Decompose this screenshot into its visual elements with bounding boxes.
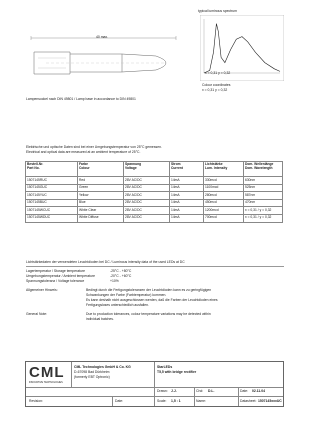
cell-current: 14mA (170, 207, 204, 215)
cell-part-no: 1507145WCUC (26, 207, 78, 215)
spec-voltage-tol-value: +10% (110, 279, 119, 283)
company-logo (29, 365, 69, 385)
cell-current: 14mA (170, 177, 204, 185)
cell-wavelength: x = 0,31 / y = 0,32 (244, 214, 283, 222)
cell-colour: Red (78, 177, 124, 185)
lamp-base-note: Lampensockel nach DIN 49801 / Lamp base in accordance to DIN 49801 (26, 97, 136, 101)
cell-colour: White Clear (78, 207, 124, 215)
logo-subtitle: INNOVATIVE TECHNOLOGIES (29, 381, 63, 384)
cell-colour: Blue (78, 199, 124, 207)
luminous-note: Lichtstärkedaten der verwendeten Leuchtdioden bei DC / Luminous intensity data of the used LEDs at DC (26, 260, 185, 264)
cell-colour: Green (78, 184, 124, 192)
spec-ambient-value: -20°C - +60°C (110, 274, 132, 278)
cell-voltage: 28V AC/DC (124, 199, 170, 207)
header-voltage: Spannung Voltage (124, 162, 170, 177)
cell-voltage: 28V AC/DC (124, 214, 170, 222)
lamp-drawing (26, 34, 196, 94)
cell-intensity: 450mcd (204, 199, 244, 207)
remark-de-line: Bedingt durch die Fertigungstoleranzen der Leuchtdioden kann es zu geringfügigen (86, 288, 212, 292)
datasheet-value: 1507145xxxUC (258, 399, 282, 403)
cell-intensity: 1200mcd (204, 207, 244, 215)
scale-value: 1,5 : 1 (171, 399, 181, 403)
remark-de-line: Fertigungsloses unterschiedlich ausfallen. (86, 303, 149, 307)
date-value: 02.11.04 (252, 389, 266, 393)
drawn-label: Drawn: (157, 389, 168, 393)
company-name: CML Technologies GmbH & Co. KG (74, 365, 131, 369)
cell-part-no: 1507145WDUC (26, 214, 78, 222)
cell-current: 14mA (170, 184, 204, 192)
cell-voltage: 28V AC/DC (124, 207, 170, 215)
cell-colour: White Diffuse (78, 214, 124, 222)
spec-storage-value: -25°C - +80°C (110, 269, 132, 273)
cell-voltage: 28V AC/DC (124, 184, 170, 192)
table-row (26, 184, 283, 192)
cell-intensity: 280mcd (204, 192, 244, 200)
cell-intensity: 700mcd (204, 214, 244, 222)
checked-label: Chd: (196, 389, 204, 393)
cell-current: 14mA (170, 214, 204, 222)
remark-en-label: General Note: (26, 312, 48, 316)
cell-part-no: 1507145BUC (26, 199, 78, 207)
cell-current: 14mA (170, 199, 204, 207)
cell-part-no: 1507145YUC (26, 192, 78, 200)
checked-value: D.L. (208, 389, 215, 393)
header-wavelength: Dom. Wellenlänge Dom. Wavelength (244, 162, 283, 177)
cell-wavelength: 630nm (244, 177, 283, 185)
spec-table (25, 161, 283, 223)
revision-date-label: Date: (115, 399, 124, 403)
header-intensity: Lichtstärke Lum. Intensity (204, 162, 244, 177)
cell-intensity: 330mcd (204, 177, 244, 185)
drawn-value: J.J. (171, 389, 177, 393)
cell-current: 14mA (170, 192, 204, 200)
company-address: D-67098 Bad Dürkheim (74, 370, 110, 374)
logo-text: CML (29, 364, 65, 381)
cell-wavelength: 525nm (244, 184, 283, 192)
cell-part-no: 1507145GUC (26, 184, 78, 192)
cell-wavelength: 470nm (244, 199, 283, 207)
table-row (26, 207, 283, 215)
spec-voltage-tol-label: Spannungstoleranz / Voltage tolerance (26, 279, 85, 283)
header-part-no: Bestell-Nr. Part No. (26, 162, 78, 177)
spec-storage-label: Lagertemperatur / Storage temperature (26, 269, 85, 273)
datasheet-label: Datasheet: (240, 399, 257, 403)
product-variant: T5,5 with bridge rectifier (157, 370, 197, 374)
revision-label: Revision: (29, 399, 43, 403)
company-former: (formerly EBT Optronic) (74, 375, 110, 379)
chart-annotation-1: x = 0,31 y = 0,32 (205, 71, 231, 75)
remark-en-line: Due to production tolerances, colour temperature variations may be detected within (86, 312, 211, 316)
colour-coordinates-value: x = 0,31 y = 0,32 (202, 88, 228, 92)
table-row (26, 177, 283, 185)
cell-voltage: 28V AC/DC (124, 177, 170, 185)
table-header-row (26, 162, 283, 177)
header-colour: Farbe Colour (78, 162, 124, 177)
remark-de-line: Es kann deshalb nicht ausgeschlossen werden, daß die Farben der Leuchtdioden eines (86, 298, 218, 302)
table-row (26, 192, 283, 200)
cell-part-no: 1507145RUC (26, 177, 78, 185)
intro-en: Electrical and optical data are measured at an ambient temperature of 25°C. (26, 150, 141, 154)
colour-coordinates-label: Colour coordinates (202, 83, 231, 87)
scale-label: Scale: (157, 399, 167, 403)
remark-en-line: individual batches. (86, 317, 114, 321)
cell-colour: Yellow (78, 192, 124, 200)
chart-title: typical luminous spectrum (198, 9, 238, 13)
table-row (26, 214, 283, 222)
cell-voltage: 28V AC/DC (124, 192, 170, 200)
spec-ambient-label: Umgebungstemperatur / Ambient temperature (26, 274, 95, 278)
remark-de-label: Allgemeiner Hinweis: (26, 288, 58, 292)
name-label: Name: (196, 399, 206, 403)
product-name: StarLEDs (157, 365, 173, 369)
divider (26, 266, 284, 267)
intro-de: Elektrische und optische Daten sind bei einer Umgebungstemperatur von 25°C gemessen. (26, 145, 162, 149)
cell-wavelength: 587nm (244, 192, 283, 200)
cell-wavelength: x = 0,31 / y = 0,32 (244, 207, 283, 215)
table-row (26, 199, 283, 207)
dimension-label: 40 max. (96, 35, 109, 39)
header-current: Strom Current (170, 162, 204, 177)
title-block (25, 361, 284, 407)
date-label: Date: (240, 389, 249, 393)
cell-intensity: 1100mcd (204, 184, 244, 192)
remark-de-line: Schwankungen der Farbe (Farbtemperatur) kommen. (86, 293, 167, 297)
